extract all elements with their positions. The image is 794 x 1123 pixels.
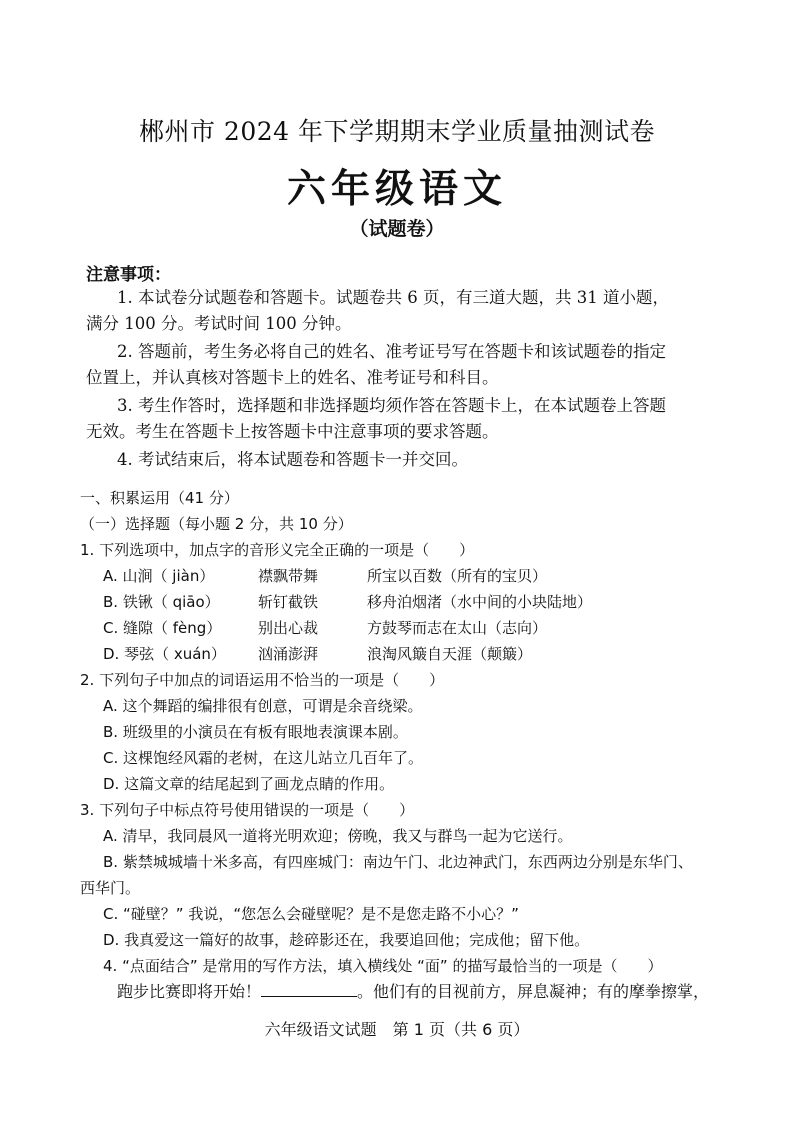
q3-option-c: C. “碰壁？” 我说，“您怎么会碰壁呢？是不是您走路不小心？”	[103, 905, 519, 923]
q4-fill-blank	[261, 982, 357, 997]
q3-option-d: D. 我真爱这一篇好的故事，趁碎影还在，我要追回他；完成他；留下他。	[103, 931, 590, 949]
q1-option-b-idiom: 斩钉截铁	[258, 593, 319, 611]
question-2-stem: 2. 下列句子中加点的词语运用不恰当的一项是（ ）	[80, 671, 445, 689]
subsection-heading: （一）选择题（每小题 2 分，共 10 分）	[80, 515, 353, 533]
q2-option-c: C. 这棵饱经风霜的老树，在这儿站立几百年了。	[103, 749, 424, 767]
q1-option-c-idiom: 别出心裁	[258, 619, 319, 637]
paper-type-label: （试题卷）	[349, 218, 445, 240]
q1-option-b-word: B. 铁锹（ qiāo）	[103, 593, 220, 611]
notice-line-4: 位置上，并认真核对答题卡上的姓名、准考证号和科目。	[86, 368, 499, 387]
q4-passage-after: 。他们有的目视前方，屏息凝神；有的摩拳擦掌，	[357, 982, 710, 1001]
question-4-stem: 4. “点面结合” 是常用的写作方法，填入横线处 “面” 的描写最恰当的一项是（ ）	[103, 957, 663, 975]
notice-heading: 注意事项：	[86, 265, 171, 285]
notice-line-3: 2. 答题前，考生务必将自己的姓名、准考证号写在答题卡和该试题卷的指定	[117, 342, 666, 361]
q3-option-b-cont: 西华门。	[80, 879, 141, 897]
q2-option-a: A. 这个舞蹈的编排很有创意，可谓是余音绕梁。	[103, 697, 423, 715]
q1-option-a-word: A. 山涧（ jiàn）	[103, 567, 215, 585]
notice-line-7: 4. 考试结束后，将本试题卷和答题卡一并交回。	[117, 450, 468, 469]
q1-option-d-phrase: 浪淘风簸自天涯（颠簸）	[367, 645, 533, 663]
q1-option-a-idiom: 襟飘带舞	[258, 567, 319, 585]
q1-option-c-word: C. 缝隙（ fèng）	[103, 619, 222, 637]
q4-passage-before: 跑步比赛即将开始！	[117, 982, 262, 1001]
question-3-stem: 3. 下列句子中标点符号使用错误的一项是（ ）	[80, 801, 415, 819]
q4-passage	[117, 979, 709, 1005]
notice-line-5: 3. 考生作答时，选择题和非选择题均须作答在答题卡上，在本试题卷上答题	[117, 396, 666, 415]
q2-option-d: D. 这篇文章的结尾起到了画龙点睛的作用。	[103, 775, 395, 793]
notice-line-2: 满分 100 分。考试时间 100 分钟。	[86, 314, 352, 333]
exam-title: 郴州市 2024 年下学期期末学业质量抽测试卷	[138, 117, 656, 146]
subject-title: 六年级语文	[286, 167, 507, 212]
q1-option-d-word: D. 琴弦（ xuán）	[103, 645, 226, 663]
section-heading: 一、积累运用（41 分）	[80, 489, 239, 507]
q1-option-c-phrase: 方鼓琴而志在太山（志向）	[367, 619, 548, 637]
q1-option-a-phrase: 所宝以百数（所有的宝贝）	[367, 567, 548, 585]
notice-line-6: 无效。考生在答题卡上按答题卡中注意事项的要求答题。	[86, 422, 499, 441]
page-footer: 六年级语文试题 第 1 页（共 6 页）	[264, 1020, 530, 1039]
q3-option-a: A. 清早，我同晨风一道将光明欢迎；傍晚，我又与群鸟一起为它送行。	[103, 827, 573, 845]
q1-option-d-idiom: 汹涌澎湃	[258, 645, 319, 663]
q3-option-b: B. 紫禁城城墙十米多高，有四座城门：南边午门、北边神武门，东西两边分别是东华门、	[103, 853, 693, 871]
q2-option-b: B. 班级里的小演员在有板有眼地表演课本剧。	[103, 723, 408, 741]
notice-line-1: 1. 本试卷分试题卷和答题卡。试题卷共 6 页，有三道大题，共 31 道小题，	[117, 288, 669, 307]
q1-option-b-phrase: 移舟泊烟渚（水中间的小块陆地）	[367, 593, 593, 611]
question-1-stem: 1. 下列选项中，加点字的音形义完全正确的一项是（ ）	[80, 541, 475, 559]
